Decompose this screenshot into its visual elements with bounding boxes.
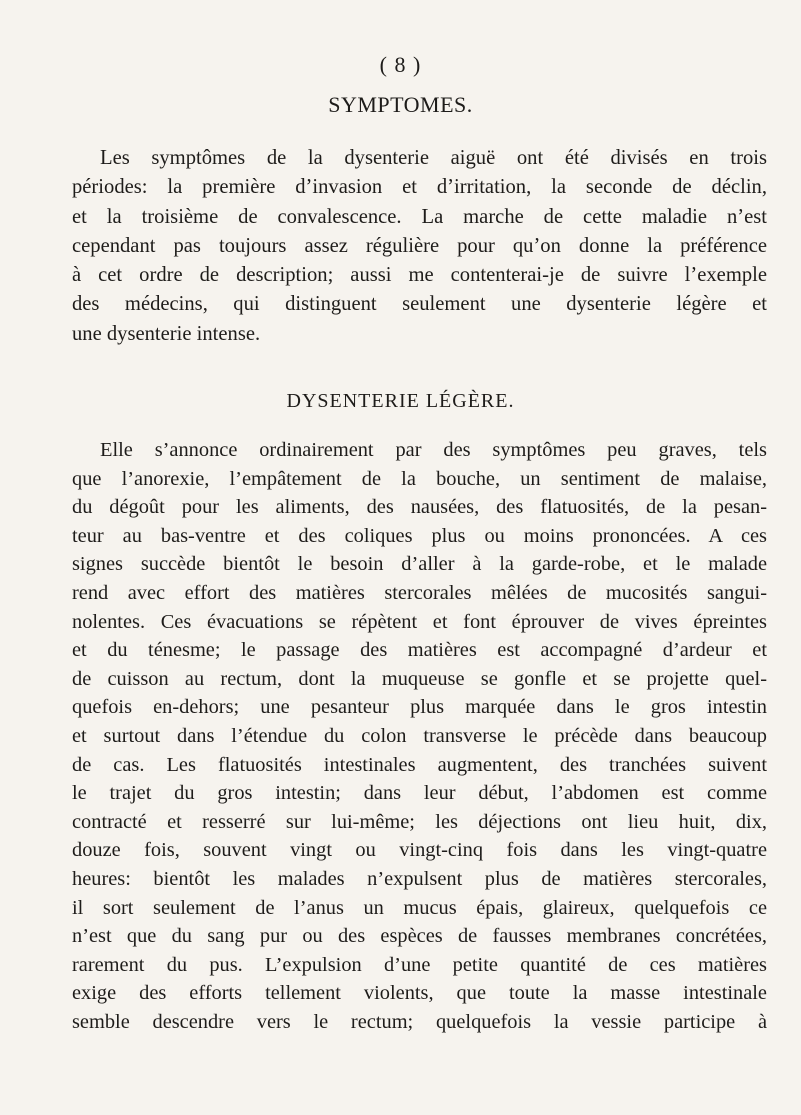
- text-line: et surtout dans l’étendue du colon transverse le précède dans beaucoup: [72, 724, 767, 747]
- intro-paragraph: [72, 144, 767, 349]
- text-line: de cuisson au rectum, dont la muqueuse se gonfle et se projette quel-: [72, 667, 767, 690]
- text-line: douze fois, souvent vingt ou vingt-cinq fois dans les vingt-quatre: [72, 839, 767, 862]
- text-line: des médecins, qui distinguent seulement une dysenterie légère et: [72, 293, 767, 316]
- text-line: teur au bas-ventre et des coliques plus ou moins prononcées. A ces: [72, 524, 767, 547]
- text-line: et du ténesme; le passage des matières est accompagné d’ardeur et: [72, 639, 767, 662]
- text-line: heures: bientôt les malades n’expulsent plus de matières stercorales,: [72, 867, 767, 890]
- text-line: du dégoût pour les aliments, des nausées, des flatuosités, de la pesan-: [72, 496, 767, 519]
- page-number: ( 8 ): [379, 52, 422, 77]
- text-line: Les symptômes de la dysenterie aiguë ont été divisés en trois: [100, 147, 767, 169]
- text-line: cependant pas toujours assez régulière pour qu’on donne la préférence: [72, 234, 767, 257]
- text-line: exige des efforts tellement violents, que toute la masse intestinale: [72, 982, 767, 1005]
- text-line: rarement du pus. L’expulsion d’une petite quantité de ces matières: [72, 953, 767, 976]
- text-line: le trajet du gros intestin; dans leur début, l’abdomen est comme: [72, 782, 767, 805]
- text-line: quefois en-dehors; une pesanteur plus marquée dans le gros intestin: [72, 696, 767, 719]
- subsection-title: DYSENTERIE LÉGÈRE.: [286, 390, 515, 412]
- text-line: signes succède bientôt le besoin d’aller à la garde-robe, et le malade: [72, 553, 767, 576]
- text-line: Elle s’annonce ordinairement par des symptômes peu graves, tels: [100, 439, 767, 461]
- text-line: contracté et resserré sur lui-même; les déjections ont lieu huit, dix,: [72, 810, 767, 833]
- text-line: semble descendre vers le rectum; quelquefois la vessie participe à: [72, 1010, 767, 1033]
- body-paragraph: [72, 436, 767, 1036]
- text-line: que l’anorexie, l’empâtement de la bouche, un sentiment de malaise,: [72, 467, 767, 490]
- text-line: de cas. Les flatuosités intestinales augmentent, des tranchées suivent: [72, 753, 767, 776]
- text-line: à cet ordre de description; aussi me contenterai-je de suivre l’exemple: [72, 264, 767, 287]
- text-line: une dysenterie intense.: [72, 322, 261, 345]
- text-line: et la troisième de convalescence. La marche de cette maladie n’est: [72, 205, 767, 228]
- text-line: nolentes. Ces évacuations se répètent et font éprouver de vives épreintes: [72, 610, 767, 633]
- text-line: rend avec effort des matières stercorales mêlées de mucosités sangui-: [72, 581, 767, 604]
- section-title: SYMPTOMES.: [328, 92, 473, 117]
- text-line: n’est que du sang pur ou des espèces de fausses membranes concrétées,: [72, 925, 767, 948]
- text-line: il sort seulement de l’anus un mucus épais, glaireux, quelquefois ce: [72, 896, 767, 919]
- text-line: périodes: la première d’invasion et d’irritation, la seconde de déclin,: [72, 176, 767, 199]
